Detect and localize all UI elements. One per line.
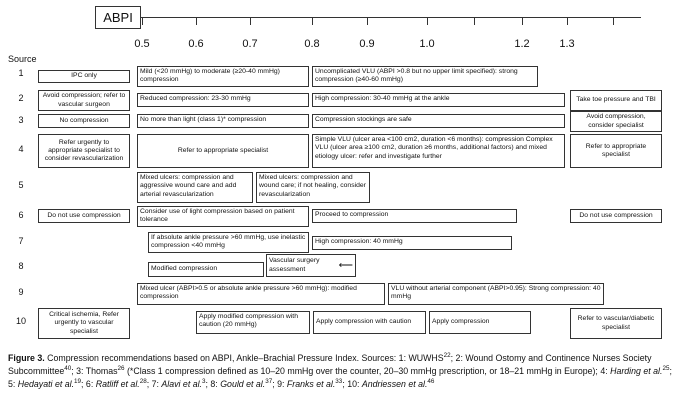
recommendation-box: Do not use compression bbox=[570, 209, 662, 223]
recommendation-box: Modified compression bbox=[148, 262, 264, 277]
abpi-ruler bbox=[141, 17, 641, 18]
caption-text: Andriessen et al. bbox=[361, 378, 428, 389]
recommendation-box: Take toe pressure and TBI bbox=[570, 90, 662, 111]
caption-text: ; 6: bbox=[81, 378, 96, 389]
ruler-tick bbox=[613, 17, 614, 25]
ruler-tick bbox=[567, 17, 568, 25]
source-column-header: Source bbox=[8, 54, 37, 64]
ruler-tick bbox=[142, 17, 143, 25]
recommendation-box: Mild (<20 mmHg) to moderate (≥20-40 mmHg) compression bbox=[137, 66, 309, 87]
recommendation-box: Apply compression bbox=[429, 311, 531, 334]
caption-text: Harding et al. bbox=[610, 365, 663, 376]
source-row-number: 9 bbox=[18, 287, 24, 297]
vascular-surgery-box bbox=[266, 254, 356, 277]
source-row-number: 4 bbox=[18, 144, 24, 154]
caption-text: Ratliff et al. bbox=[95, 378, 140, 389]
recommendation-box: Consider use of light compression based on patient tolerance bbox=[137, 206, 309, 227]
figure-caption bbox=[8, 352, 674, 390]
ruler-tick bbox=[427, 17, 428, 25]
recommendation-box: Refer to vascular/diabetic specialist bbox=[570, 308, 662, 339]
caption-text: ; 3: Thomas bbox=[71, 365, 118, 376]
recommendation-box-label: Vascular surgery assessment bbox=[269, 257, 320, 273]
caption-ref: 19 bbox=[74, 377, 82, 385]
recommendation-box: Mixed ulcers: compression and wound care; if not healing, consider revascularization bbox=[256, 172, 370, 203]
left-arrow-icon: ⟵ bbox=[338, 259, 353, 271]
recommendation-box: VLU without arterial component (ABPI>0.95): Strong compression: 40 mmHg bbox=[388, 283, 604, 305]
recommendation-box: Simple VLU (ulcer area <100 cm2, duration <6 months): compression Complex VLU (ulcer area ≥100 cm2, duration ≥6 months, additional factors) and mixed etiology ulcer: refer and investigate further bbox=[312, 134, 565, 168]
recommendation-box: Compression stockings are safe bbox=[312, 114, 565, 128]
caption-text: Figure 3. bbox=[8, 352, 45, 363]
caption-ref: 3 bbox=[202, 377, 206, 385]
source-row-number: 10 bbox=[15, 316, 26, 326]
caption-ref: 40 bbox=[64, 364, 72, 372]
scale-label: 1.3 bbox=[559, 38, 575, 50]
recommendation-box: Apply compression with caution bbox=[313, 311, 426, 334]
scale-label: 1.2 bbox=[514, 38, 530, 50]
scale-label: 0.7 bbox=[242, 38, 258, 50]
recommendation-box: Avoid compression, consider specialist bbox=[570, 111, 662, 132]
ruler-tick bbox=[312, 17, 313, 25]
source-row-number: 8 bbox=[18, 261, 24, 271]
source-row-number: 3 bbox=[18, 115, 24, 125]
recommendation-box: High compression: 30-40 mmHg at the ankle bbox=[312, 93, 565, 107]
ruler-tick bbox=[196, 17, 197, 25]
scale-label: 0.5 bbox=[134, 38, 150, 50]
scale-label: 0.8 bbox=[304, 38, 320, 50]
recommendation-box: No compression bbox=[38, 114, 130, 128]
recommendation-box: IPC only bbox=[38, 70, 130, 83]
caption-ref: 22 bbox=[443, 352, 451, 359]
scale-label: 1.0 bbox=[419, 38, 435, 50]
caption-text: Hedayati et al. bbox=[17, 378, 75, 389]
ruler-tick bbox=[367, 17, 368, 25]
recommendation-box: If absolute ankle pressure >60 mmHg, use inelastic compression <40 mmHg bbox=[148, 232, 309, 253]
abpi-axis-label: ABPI bbox=[95, 6, 141, 29]
ruler-tick bbox=[250, 17, 251, 25]
source-row-number: 6 bbox=[18, 210, 24, 220]
recommendation-box: Do not use compression bbox=[38, 209, 130, 223]
caption-text: ; 5: bbox=[8, 365, 672, 389]
caption-text: Gould et al. bbox=[220, 378, 266, 389]
scale-label: 0.9 bbox=[359, 38, 375, 50]
ruler-tick bbox=[522, 17, 523, 25]
scale-label: 0.6 bbox=[188, 38, 204, 50]
caption-ref: 46 bbox=[427, 377, 435, 385]
recommendation-box: Apply modified compression with caution (20 mmHg) bbox=[196, 311, 310, 334]
ruler-tick bbox=[474, 17, 475, 25]
caption-text: Franks et al. bbox=[286, 378, 336, 389]
recommendation-box: Refer urgently to appropriate specialist to consider revascularization bbox=[38, 134, 130, 168]
recommendation-box: Critical ischemia, Refer urgently to vascular specialist bbox=[38, 308, 130, 339]
recommendation-box: Uncomplicated VLU (ABPI >0.8 but no upper limit specified): strong compression (≥40-60 mmHg) bbox=[312, 66, 538, 87]
source-row-number: 1 bbox=[18, 68, 24, 78]
recommendation-box: Mixed ulcers: compression and aggressive wound care and add arterial revascularization bbox=[137, 172, 253, 203]
recommendation-box: High compression: 40 mmHg bbox=[312, 236, 512, 250]
caption-ref: 28 bbox=[139, 377, 147, 385]
recommendation-box: Refer to appropriate specialist bbox=[570, 134, 662, 168]
source-row-number: 5 bbox=[18, 180, 24, 190]
recommendation-box: Refer to appropriate specialist bbox=[137, 134, 309, 168]
caption-text: ; 8: bbox=[205, 378, 221, 389]
caption-text: Compression recommendations based on ABPI, Ankle–Brachial Pressure Index. Sources: 1: WUWHS bbox=[44, 352, 444, 363]
source-row-number: 7 bbox=[18, 236, 24, 246]
caption-ref: 26 bbox=[117, 364, 125, 372]
caption-text: ; 9: bbox=[272, 378, 287, 389]
caption-ref: 25 bbox=[662, 364, 670, 372]
recommendation-box: Avoid compression; refer to vascular surgeon bbox=[38, 90, 130, 111]
recommendation-box: Proceed to compression bbox=[312, 209, 517, 223]
caption-text: (*Class 1 compression defined as 10–20 mmHg over the counter, 20–30 mmHg prescription, or 18–21 mmHg in Europe); 4: bbox=[124, 365, 611, 376]
source-row-number: 2 bbox=[18, 93, 24, 103]
caption-text: Alavi et al. bbox=[161, 378, 203, 389]
caption-text: ; 10: bbox=[342, 378, 362, 389]
caption-text: ; 7: bbox=[146, 378, 162, 389]
caption-ref: 37 bbox=[265, 377, 273, 385]
caption-text: ; 2: Wound Ostomy and Continence Nurses Society Subcommittee bbox=[8, 352, 652, 376]
caption-ref: 33 bbox=[335, 377, 343, 385]
recommendation-box: No more than light (class 1)* compression bbox=[137, 114, 309, 128]
recommendation-box: Mixed ulcer (ABPI>0.5 or absolute ankle pressure >60 mmHg): modified compression bbox=[137, 283, 385, 305]
recommendation-box: Reduced compression: 23-30 mmHg bbox=[137, 93, 309, 107]
